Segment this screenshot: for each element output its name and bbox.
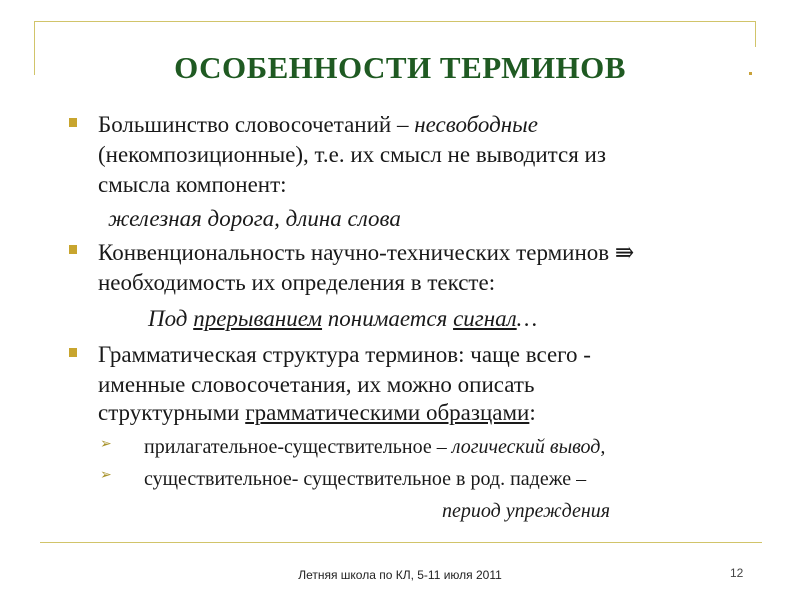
sub-bullet-2-continuation: период упреждения bbox=[442, 500, 611, 522]
bullet-2-example-post: … bbox=[516, 306, 538, 331]
bullet-2-line-2: необходимость их определения в тексте: bbox=[98, 270, 496, 295]
page-number: 12 bbox=[730, 566, 744, 580]
sub-bullet-2: существительное- существительное в род. падеже – bbox=[144, 468, 587, 490]
bullet-1-line-1 bbox=[98, 111, 538, 139]
bullet-3-line-3 bbox=[98, 399, 536, 427]
sub-bullet-1 bbox=[144, 433, 605, 461]
bullet-marker-3 bbox=[69, 348, 77, 357]
bullet-1-example: железная дорога, длина слова bbox=[108, 206, 401, 231]
bullet-1-text-italic: несвободные bbox=[414, 112, 538, 137]
bullet-2-example bbox=[148, 305, 537, 333]
bullet-3-line-3-plain: структурными bbox=[98, 400, 246, 425]
bullet-2-example-term-1: прерыванием bbox=[193, 306, 323, 331]
bullet-1-text-plain: Большинство словосочетаний – bbox=[98, 112, 415, 137]
sub-bullet-1-plain: прилагательное-существительное – bbox=[144, 436, 452, 458]
bullet-3-line-3-underlined: грамматическими образцами bbox=[245, 400, 530, 425]
check-arrow-icon: ➢ bbox=[100, 467, 112, 483]
bullet-2-line-1: Конвенциональность научно-технических терминов ⇛ bbox=[98, 240, 635, 265]
footer-text: Летняя школа по КЛ, 5-11 июля 2011 bbox=[298, 568, 502, 582]
check-arrow-icon: ➢ bbox=[100, 436, 112, 452]
bullet-3-line-2: именные словосочетания, их можно описать bbox=[98, 372, 535, 397]
bullet-marker-1 bbox=[69, 118, 77, 127]
bullet-1-line-3: смысла компонент: bbox=[98, 172, 287, 197]
bullet-3-line-3-end: : bbox=[529, 400, 536, 425]
bullet-marker-2 bbox=[69, 245, 77, 254]
bullet-3-line-1: Грамматическая структура терминов: чаще всего - bbox=[98, 342, 591, 367]
bullet-2-example-pre: Под bbox=[148, 306, 194, 331]
sub-bullet-1-italic: логический вывод, bbox=[451, 436, 606, 458]
bullet-2-example-mid: понимается bbox=[322, 306, 454, 331]
slide-title: ОСОБЕННОСТИ ТЕРМИНОВ bbox=[174, 50, 626, 85]
bullet-1-line-2: (некомпозиционные), т.е. их смысл не выводится из bbox=[98, 142, 606, 167]
bullet-2-example-term-2: сигнал bbox=[453, 306, 517, 331]
